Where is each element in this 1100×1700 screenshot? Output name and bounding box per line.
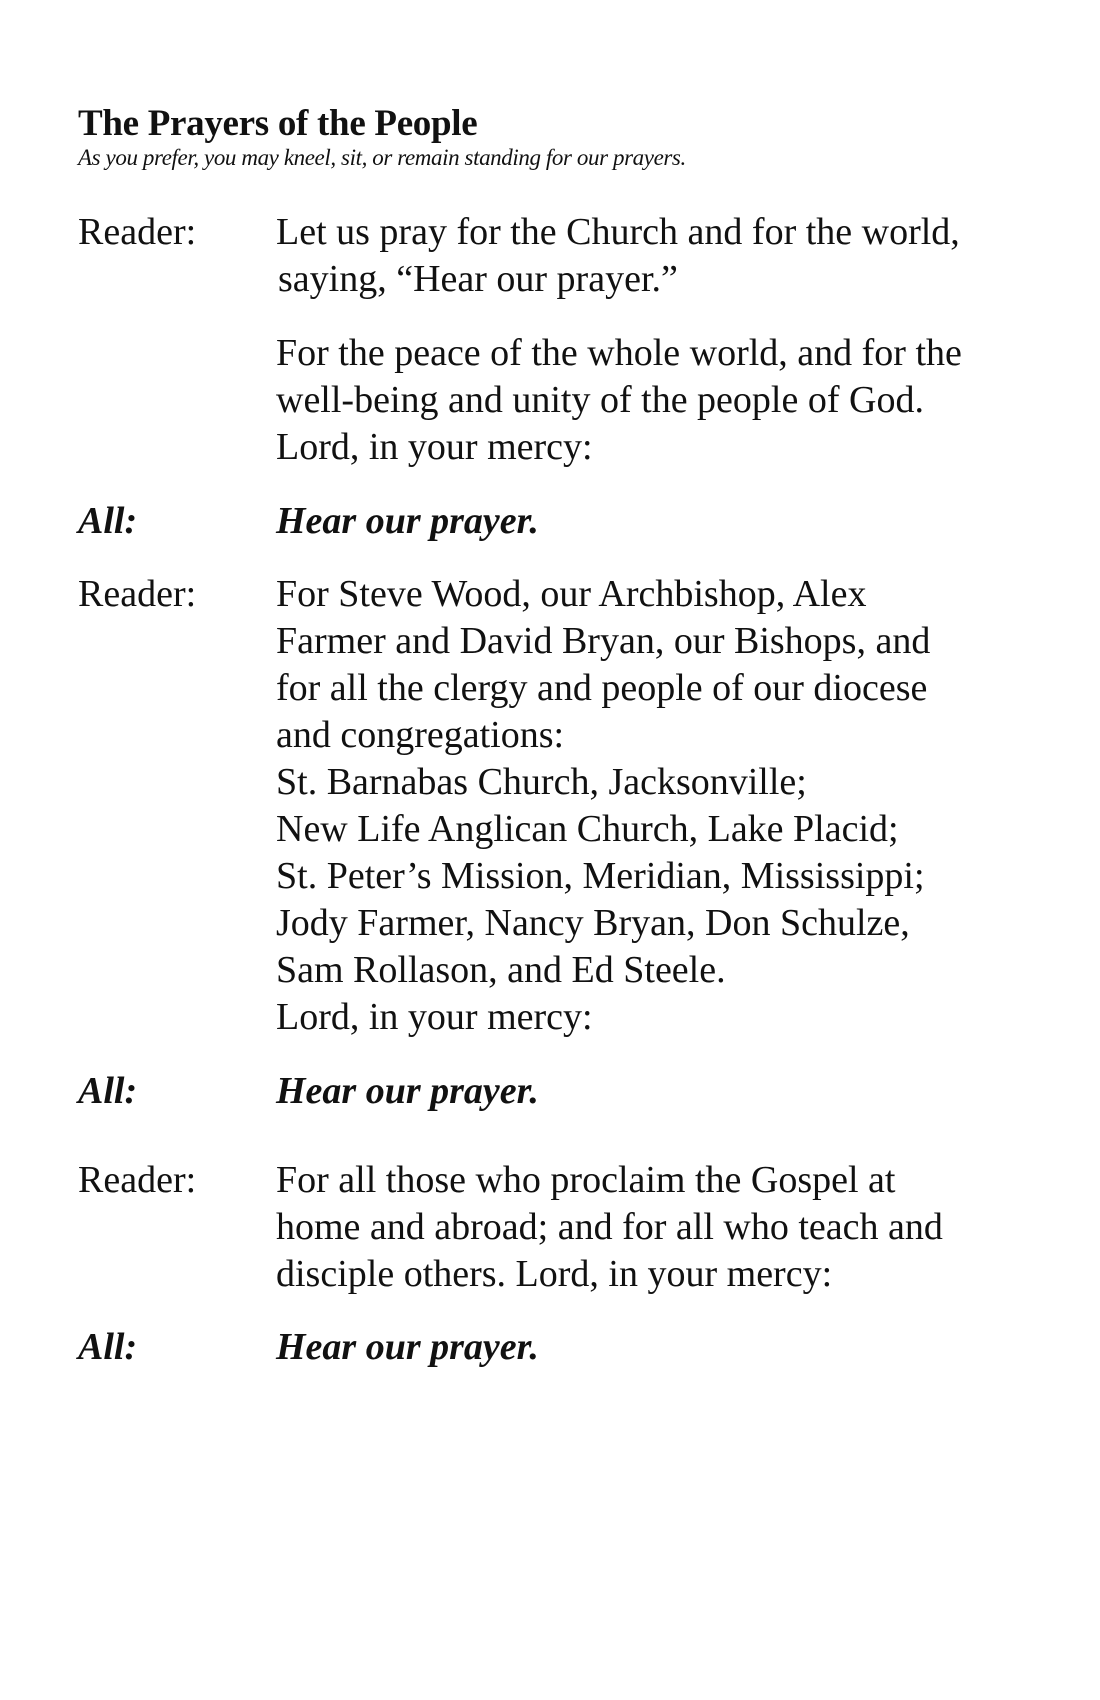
text-line: Sam Rollason, and Ed Steele. — [276, 949, 726, 991]
text-line: saying, “Hear our prayer.” — [278, 258, 678, 300]
congregation-response-1 — [78, 498, 1018, 545]
text-line: Lord, in your mercy: — [276, 996, 593, 1038]
reader-petition-1 — [78, 209, 1018, 471]
petition-paragraph — [276, 209, 1016, 303]
petition-text — [276, 1157, 1016, 1298]
reader-petition-2 — [78, 571, 1018, 1041]
text-line: for all the clergy and people of our diocese — [276, 667, 928, 709]
response-text: Hear our prayer. — [276, 1326, 539, 1368]
speaker-label: Reader: — [78, 573, 197, 615]
congregation-response-2 — [78, 1068, 1018, 1115]
petition-paragraph — [276, 330, 1016, 471]
reader-petition-3 — [78, 1157, 1018, 1298]
text-line: Let us pray for the Church and for the world, — [276, 211, 960, 253]
text-line: For the peace of the whole world, and for the — [276, 332, 962, 374]
text-line: For all those who proclaim the Gospel at — [276, 1159, 896, 1201]
text-line: Lord, in your mercy: — [276, 426, 593, 468]
petition-text — [276, 571, 1016, 1041]
bulletin-page — [78, 104, 1018, 1371]
speaker-label: Reader: — [78, 211, 197, 253]
text-line: well-being and unity of the people of God. — [276, 379, 924, 421]
congregation-name: St. Barnabas Church, Jacksonville; — [276, 761, 807, 803]
text-line: home and abroad; and for all who teach and — [276, 1206, 943, 1248]
congregation-name: St. Peter’s Mission, Meridian, Mississippi; — [276, 855, 925, 897]
petition-text — [276, 209, 1016, 471]
text-line: disciple others. Lord, in your mercy: — [276, 1253, 833, 1295]
petition-paragraph — [276, 1157, 1016, 1298]
speaker-label: All: — [78, 1070, 138, 1112]
text-line: and congregations: — [276, 714, 565, 756]
speaker-label: Reader: — [78, 1159, 197, 1201]
congregation-response-3 — [78, 1324, 1018, 1371]
posture-instruction: As you prefer, you may kneel, sit, or remain standing for our prayers. — [78, 145, 686, 170]
speaker-label: All: — [78, 500, 138, 542]
text-line: Farmer and David Bryan, our Bishops, and — [276, 620, 931, 662]
response-text: Hear our prayer. — [276, 500, 539, 542]
speaker-label: All: — [78, 1326, 138, 1368]
petition-paragraph — [276, 571, 1016, 1041]
text-line: Jody Farmer, Nancy Bryan, Don Schulze, — [276, 902, 910, 944]
congregation-name: New Life Anglican Church, Lake Placid; — [276, 808, 899, 850]
section-title: The Prayers of the People — [78, 103, 478, 144]
text-line: For Steve Wood, our Archbishop, Alex — [276, 573, 867, 615]
response-text: Hear our prayer. — [276, 1070, 539, 1112]
